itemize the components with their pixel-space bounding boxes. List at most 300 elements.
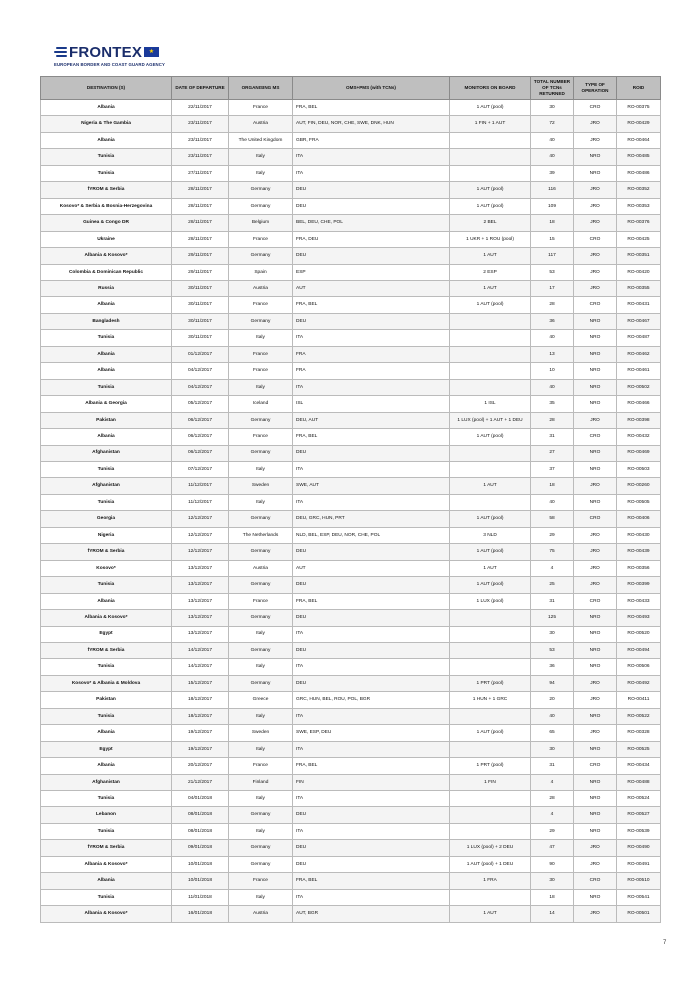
table-row <box>41 346 661 362</box>
table-row <box>41 215 661 231</box>
logo-subtitle: EUROPEAN BORDER AND COAST GUARD AGENCY <box>54 62 165 67</box>
cell-destination: Nigeria <box>41 527 172 543</box>
cell-roid: RO-00406 <box>617 511 661 527</box>
cell-roid: RO-00398 <box>617 412 661 428</box>
cell-roid: RO-00461 <box>617 363 661 379</box>
cell-type: NRO <box>574 889 617 905</box>
cell-type: JRO <box>574 198 617 214</box>
cell-destination: Albania & Kosovo* <box>41 856 172 872</box>
cell-destination: Albania <box>41 132 172 148</box>
table-row <box>41 297 661 313</box>
cell-date: 30/11/2017 <box>172 313 229 329</box>
header-monitors-on-board: MONITORS ON BOARD <box>450 77 531 100</box>
cell-monitors: 1 HUN + 1 GRC <box>450 692 531 708</box>
cell-destination: Tunisia <box>41 494 172 510</box>
cell-destination: Pakistan <box>41 412 172 428</box>
table-row <box>41 511 661 527</box>
cell-destination: Tunisia <box>41 577 172 593</box>
cell-total: 25 <box>531 577 574 593</box>
cell-organising-ms: Austria <box>229 280 293 296</box>
cell-total: 40 <box>531 379 574 395</box>
table-row <box>41 823 661 839</box>
cell-organising-ms: Italy <box>229 165 293 181</box>
cell-oms-pms: DEU <box>293 610 450 626</box>
cell-organising-ms: Italy <box>229 149 293 165</box>
cell-monitors: 1 UKR + 1 ROU (pool) <box>450 231 531 247</box>
cell-type: JRO <box>574 840 617 856</box>
cell-total: 18 <box>531 215 574 231</box>
cell-date: 30/11/2017 <box>172 297 229 313</box>
cell-oms-pms: DEU <box>293 544 450 560</box>
cell-roid: RO-00355 <box>617 280 661 296</box>
cell-roid: RO-00486 <box>617 165 661 181</box>
cell-total: 58 <box>531 511 574 527</box>
table-row <box>41 165 661 181</box>
cell-roid: RO-00494 <box>617 642 661 658</box>
cell-organising-ms: Italy <box>229 823 293 839</box>
cell-roid: RO-00520 <box>617 626 661 642</box>
cell-organising-ms: Italy <box>229 659 293 675</box>
cell-monitors: 1 AUT (pool) <box>450 725 531 741</box>
cell-date: 16/01/2018 <box>172 906 229 922</box>
cell-destination: Egypt <box>41 741 172 757</box>
cell-destination: Lebanon <box>41 807 172 823</box>
cell-monitors <box>450 149 531 165</box>
table-row <box>41 544 661 560</box>
cell-oms-pms: ISL <box>293 396 450 412</box>
cell-roid: RO-00464 <box>617 132 661 148</box>
cell-roid: RO-00469 <box>617 445 661 461</box>
cell-total: 30 <box>531 873 574 889</box>
cell-oms-pms: AUT <box>293 560 450 576</box>
cell-total: 116 <box>531 182 574 198</box>
cell-monitors <box>450 165 531 181</box>
cell-date: 27/11/2017 <box>172 165 229 181</box>
cell-total: 14 <box>531 906 574 922</box>
cell-roid: RO-00356 <box>617 560 661 576</box>
table-row <box>41 100 661 116</box>
table-row <box>41 149 661 165</box>
cell-date: 07/12/2017 <box>172 461 229 477</box>
cell-monitors: 1 AUT (pool) <box>450 100 531 116</box>
cell-monitors: 1 AUT (pool) <box>450 544 531 560</box>
cell-type: CRO <box>574 231 617 247</box>
cell-type: CRO <box>574 100 617 116</box>
cell-total: 27 <box>531 445 574 461</box>
cell-destination: Albania <box>41 593 172 609</box>
cell-oms-pms: ITA <box>293 330 450 346</box>
cell-roid: RO-00433 <box>617 593 661 609</box>
cell-organising-ms: Germany <box>229 840 293 856</box>
table-row <box>41 675 661 691</box>
cell-type: NRO <box>574 330 617 346</box>
table-row <box>41 116 661 132</box>
cell-total: 90 <box>531 856 574 872</box>
cell-roid: RO-00351 <box>617 248 661 264</box>
cell-oms-pms: DEU <box>293 577 450 593</box>
cell-type: NRO <box>574 165 617 181</box>
table-row <box>41 445 661 461</box>
cell-monitors: 1 AUT (pool) <box>450 429 531 445</box>
cell-date: 14/12/2017 <box>172 659 229 675</box>
cell-date: 13/12/2017 <box>172 593 229 609</box>
cell-oms-pms: DEU <box>293 840 450 856</box>
cell-monitors: 1 FIN <box>450 774 531 790</box>
cell-date: 09/01/2018 <box>172 840 229 856</box>
cell-type: NRO <box>574 445 617 461</box>
cell-destination: Bangladesh <box>41 313 172 329</box>
cell-monitors <box>450 379 531 395</box>
cell-monitors: 1 AUT <box>450 280 531 296</box>
cell-date: 14/12/2017 <box>172 642 229 658</box>
cell-roid: RO-00376 <box>617 215 661 231</box>
cell-oms-pms: ITA <box>293 823 450 839</box>
cell-organising-ms: Germany <box>229 313 293 329</box>
cell-organising-ms: Austria <box>229 560 293 576</box>
cell-date: 08/01/2018 <box>172 807 229 823</box>
header-destination: DESTINATION (S) <box>41 77 172 100</box>
cell-roid: RO-00524 <box>617 791 661 807</box>
header-type-of-operation: TYPE OF OPERATION <box>574 77 617 100</box>
cell-organising-ms: Italy <box>229 379 293 395</box>
table-row <box>41 396 661 412</box>
cell-oms-pms: ITA <box>293 165 450 181</box>
cell-oms-pms: DEU <box>293 445 450 461</box>
table-row <box>41 708 661 724</box>
cell-type: JRO <box>574 725 617 741</box>
cell-total: 40 <box>531 494 574 510</box>
cell-type: CRO <box>574 873 617 889</box>
cell-monitors <box>450 461 531 477</box>
cell-date: 10/01/2018 <box>172 856 229 872</box>
cell-destination: fYROM & Serbia <box>41 544 172 560</box>
cell-destination: Tunisia <box>41 889 172 905</box>
cell-monitors: 1 AUT <box>450 248 531 264</box>
cell-total: 53 <box>531 642 574 658</box>
cell-total: 31 <box>531 593 574 609</box>
cell-destination: Tunisia <box>41 823 172 839</box>
cell-date: 08/01/2018 <box>172 823 229 839</box>
cell-type: JRO <box>574 280 617 296</box>
cell-organising-ms: Germany <box>229 675 293 691</box>
cell-destination: Afghanistan <box>41 445 172 461</box>
cell-organising-ms: France <box>229 346 293 362</box>
cell-total: 28 <box>531 791 574 807</box>
cell-monitors: 1 AUT (pool) <box>450 511 531 527</box>
cell-roid: RO-00522 <box>617 708 661 724</box>
table-row <box>41 791 661 807</box>
cell-destination: Afghanistan <box>41 774 172 790</box>
cell-roid: RO-00487 <box>617 330 661 346</box>
cell-organising-ms: Italy <box>229 626 293 642</box>
cell-total: 29 <box>531 527 574 543</box>
table-row <box>41 840 661 856</box>
page-number: 7 <box>663 940 667 946</box>
cell-organising-ms: France <box>229 100 293 116</box>
cell-roid: RO-00510 <box>617 873 661 889</box>
cell-type: NRO <box>574 791 617 807</box>
cell-monitors <box>450 823 531 839</box>
cell-destination: fYROM & Serbia <box>41 840 172 856</box>
cell-destination: Russia <box>41 280 172 296</box>
cell-total: 28 <box>531 297 574 313</box>
cell-destination: Tunisia <box>41 461 172 477</box>
cell-organising-ms: Germany <box>229 511 293 527</box>
cell-total: 37 <box>531 461 574 477</box>
cell-destination: Tunisia <box>41 149 172 165</box>
cell-oms-pms: FRA, BEL <box>293 593 450 609</box>
table-row <box>41 906 661 922</box>
cell-monitors: 1 AUT <box>450 478 531 494</box>
cell-destination: Albania <box>41 758 172 774</box>
cell-monitors <box>450 445 531 461</box>
cell-total: 40 <box>531 149 574 165</box>
cell-monitors: 1 AUT (pool) + 1 DEU <box>450 856 531 872</box>
cell-date: 13/12/2017 <box>172 577 229 593</box>
cell-total: 30 <box>531 100 574 116</box>
cell-type: JRO <box>574 116 617 132</box>
cell-monitors: 1 AUT <box>450 560 531 576</box>
cell-date: 11/01/2018 <box>172 889 229 905</box>
table-row <box>41 560 661 576</box>
cell-organising-ms: Germany <box>229 856 293 872</box>
cell-oms-pms: FIN <box>293 774 450 790</box>
header-date-of-departure: DATE OF DEPARTURE <box>172 77 229 100</box>
cell-oms-pms: AUT <box>293 280 450 296</box>
cell-type: JRO <box>574 527 617 543</box>
cell-destination: Ukraine <box>41 231 172 247</box>
cell-organising-ms: Sweden <box>229 725 293 741</box>
cell-roid: RO-00328 <box>617 725 661 741</box>
cell-date: 18/12/2017 <box>172 708 229 724</box>
cell-roid: RO-00462 <box>617 346 661 362</box>
cell-oms-pms: SWE, ESP, DEU <box>293 725 450 741</box>
cell-roid: RO-00505 <box>617 494 661 510</box>
cell-oms-pms: AUT, FIN, DEU, NOR, CHE, SWE, DNK, HUN <box>293 116 450 132</box>
cell-total: 18 <box>531 478 574 494</box>
cell-date: 28/11/2017 <box>172 198 229 214</box>
cell-type: NRO <box>574 610 617 626</box>
cell-destination: Albania <box>41 297 172 313</box>
cell-type: NRO <box>574 708 617 724</box>
cell-roid: RO-00488 <box>617 774 661 790</box>
cell-organising-ms: Italy <box>229 791 293 807</box>
cell-type: NRO <box>574 626 617 642</box>
cell-type: CRO <box>574 297 617 313</box>
cell-destination: fYROM & Serbia <box>41 642 172 658</box>
cell-destination: Tunisia <box>41 708 172 724</box>
table-row <box>41 577 661 593</box>
cell-organising-ms: Sweden <box>229 478 293 494</box>
cell-total: 15 <box>531 231 574 247</box>
cell-roid: RO-00430 <box>617 527 661 543</box>
cell-monitors: 1 PRT (pool) <box>450 675 531 691</box>
cell-total: 125 <box>531 610 574 626</box>
cell-roid: RO-00485 <box>617 149 661 165</box>
table-row <box>41 248 661 264</box>
cell-oms-pms: FRA, BEL <box>293 100 450 116</box>
cell-type: NRO <box>574 379 617 395</box>
cell-oms-pms: FRA, BEL <box>293 873 450 889</box>
cell-organising-ms: France <box>229 873 293 889</box>
cell-organising-ms: Iceland <box>229 396 293 412</box>
cell-total: 13 <box>531 346 574 362</box>
table-row <box>41 478 661 494</box>
table-row <box>41 774 661 790</box>
cell-roid: RO-00491 <box>617 856 661 872</box>
cell-monitors: 3 NLD <box>450 527 531 543</box>
table-row <box>41 725 661 741</box>
cell-monitors <box>450 346 531 362</box>
cell-destination: Georgia <box>41 511 172 527</box>
cell-destination: Kosovo* <box>41 560 172 576</box>
cell-date: 30/11/2017 <box>172 330 229 346</box>
cell-destination: Kosovo* & Serbia & Bosnia-Herzegovina <box>41 198 172 214</box>
table-row <box>41 494 661 510</box>
cell-total: 75 <box>531 544 574 560</box>
table-row <box>41 626 661 642</box>
cell-oms-pms: DEU <box>293 856 450 872</box>
cell-organising-ms: Austria <box>229 906 293 922</box>
cell-roid: RO-00432 <box>617 429 661 445</box>
cell-oms-pms: AUT, BGR <box>293 906 450 922</box>
cell-total: 4 <box>531 807 574 823</box>
cell-monitors: 1 AUT (pool) <box>450 577 531 593</box>
cell-monitors: 1 LUX (pool) + 2 DEU <box>450 840 531 856</box>
cell-destination: Albania & Kosovo* <box>41 610 172 626</box>
cell-organising-ms: Germany <box>229 610 293 626</box>
cell-organising-ms: Germany <box>229 412 293 428</box>
table-row <box>41 280 661 296</box>
cell-type: JRO <box>574 560 617 576</box>
cell-oms-pms: DEU <box>293 182 450 198</box>
cell-monitors <box>450 610 531 626</box>
cell-type: JRO <box>574 215 617 231</box>
cell-monitors <box>450 330 531 346</box>
cell-destination: Guinea & Congo DR <box>41 215 172 231</box>
cell-date: 13/12/2017 <box>172 560 229 576</box>
cell-monitors: 1 AUT <box>450 906 531 922</box>
table-row <box>41 132 661 148</box>
cell-oms-pms: DEU <box>293 675 450 691</box>
cell-type: JRO <box>574 906 617 922</box>
table-row <box>41 182 661 198</box>
cell-date: 06/12/2017 <box>172 445 229 461</box>
cell-type: NRO <box>574 741 617 757</box>
header-organising-ms: ORGANISING MS <box>229 77 293 100</box>
cell-destination: fYROM & Serbia <box>41 182 172 198</box>
cell-monitors <box>450 642 531 658</box>
cell-destination: Egypt <box>41 626 172 642</box>
cell-oms-pms: FRA, BEL <box>293 758 450 774</box>
cell-organising-ms: France <box>229 593 293 609</box>
cell-type: JRO <box>574 856 617 872</box>
cell-date: 28/11/2017 <box>172 215 229 231</box>
cell-type: CRO <box>574 511 617 527</box>
cell-type: JRO <box>574 412 617 428</box>
cell-date: 10/01/2018 <box>172 873 229 889</box>
cell-organising-ms: Italy <box>229 330 293 346</box>
cell-roid: RO-00503 <box>617 461 661 477</box>
cell-oms-pms: ITA <box>293 626 450 642</box>
cell-roid: RO-00490 <box>617 840 661 856</box>
cell-date: 11/12/2017 <box>172 494 229 510</box>
cell-date: 28/11/2017 <box>172 182 229 198</box>
cell-type: NRO <box>574 149 617 165</box>
cell-oms-pms: DEU, GRC, HUN, PRT <box>293 511 450 527</box>
cell-monitors <box>450 889 531 905</box>
cell-roid: RO-00493 <box>617 610 661 626</box>
cell-type: NRO <box>574 396 617 412</box>
cell-destination: Pakistan <box>41 692 172 708</box>
cell-total: 40 <box>531 330 574 346</box>
cell-oms-pms: GRC, HUN, BEL, ROU, POL, BGR <box>293 692 450 708</box>
table-body <box>41 100 661 923</box>
table-header-row <box>41 77 661 100</box>
cell-organising-ms: The United Kingdom <box>229 132 293 148</box>
table-row <box>41 692 661 708</box>
cell-total: 94 <box>531 675 574 691</box>
cell-type: NRO <box>574 461 617 477</box>
cell-destination: Nigeria & The Gambia <box>41 116 172 132</box>
cell-organising-ms: Germany <box>229 577 293 593</box>
cell-monitors: 1 AUT (pool) <box>450 198 531 214</box>
cell-monitors: 1 FIN + 1 AUT <box>450 116 531 132</box>
cell-oms-pms: NLD, BEL, ESP, DEU, NOR, CHE, POL <box>293 527 450 543</box>
cell-date: 05/12/2017 <box>172 396 229 412</box>
cell-oms-pms: ESP <box>293 264 450 280</box>
cell-destination: Albania <box>41 346 172 362</box>
cell-type: NRO <box>574 774 617 790</box>
cell-type: JRO <box>574 692 617 708</box>
cell-total: 36 <box>531 659 574 675</box>
table-row <box>41 264 661 280</box>
cell-oms-pms: DEU <box>293 313 450 329</box>
cell-type: NRO <box>574 494 617 510</box>
cell-organising-ms: Italy <box>229 741 293 757</box>
cell-destination: Albania <box>41 873 172 889</box>
cell-total: 4 <box>531 560 574 576</box>
cell-date: 30/11/2017 <box>172 280 229 296</box>
cell-monitors: 1 LUX (pool) + 1 AUT + 1 DEU <box>450 412 531 428</box>
cell-oms-pms: ITA <box>293 791 450 807</box>
cell-oms-pms: ITA <box>293 149 450 165</box>
cell-destination: Colombia & Dominican Republic <box>41 264 172 280</box>
frontex-wave-icon <box>54 47 67 59</box>
cell-monitors <box>450 708 531 724</box>
cell-total: 53 <box>531 264 574 280</box>
cell-destination: Albania <box>41 363 172 379</box>
cell-oms-pms: FRA, BEL <box>293 429 450 445</box>
cell-roid: RO-00425 <box>617 231 661 247</box>
cell-type: JRO <box>574 577 617 593</box>
cell-monitors <box>450 791 531 807</box>
cell-roid: RO-00420 <box>617 264 661 280</box>
table-row <box>41 412 661 428</box>
table-row <box>41 429 661 445</box>
cell-organising-ms: Italy <box>229 461 293 477</box>
cell-roid: RO-00352 <box>617 182 661 198</box>
frontex-logo <box>54 44 254 68</box>
return-operations-table <box>40 76 661 923</box>
cell-type: JRO <box>574 264 617 280</box>
table-row <box>41 363 661 379</box>
cell-destination: Albania <box>41 725 172 741</box>
cell-organising-ms: Germany <box>229 544 293 560</box>
table-row <box>41 889 661 905</box>
cell-monitors: 2 ESP <box>450 264 531 280</box>
cell-type: NRO <box>574 313 617 329</box>
